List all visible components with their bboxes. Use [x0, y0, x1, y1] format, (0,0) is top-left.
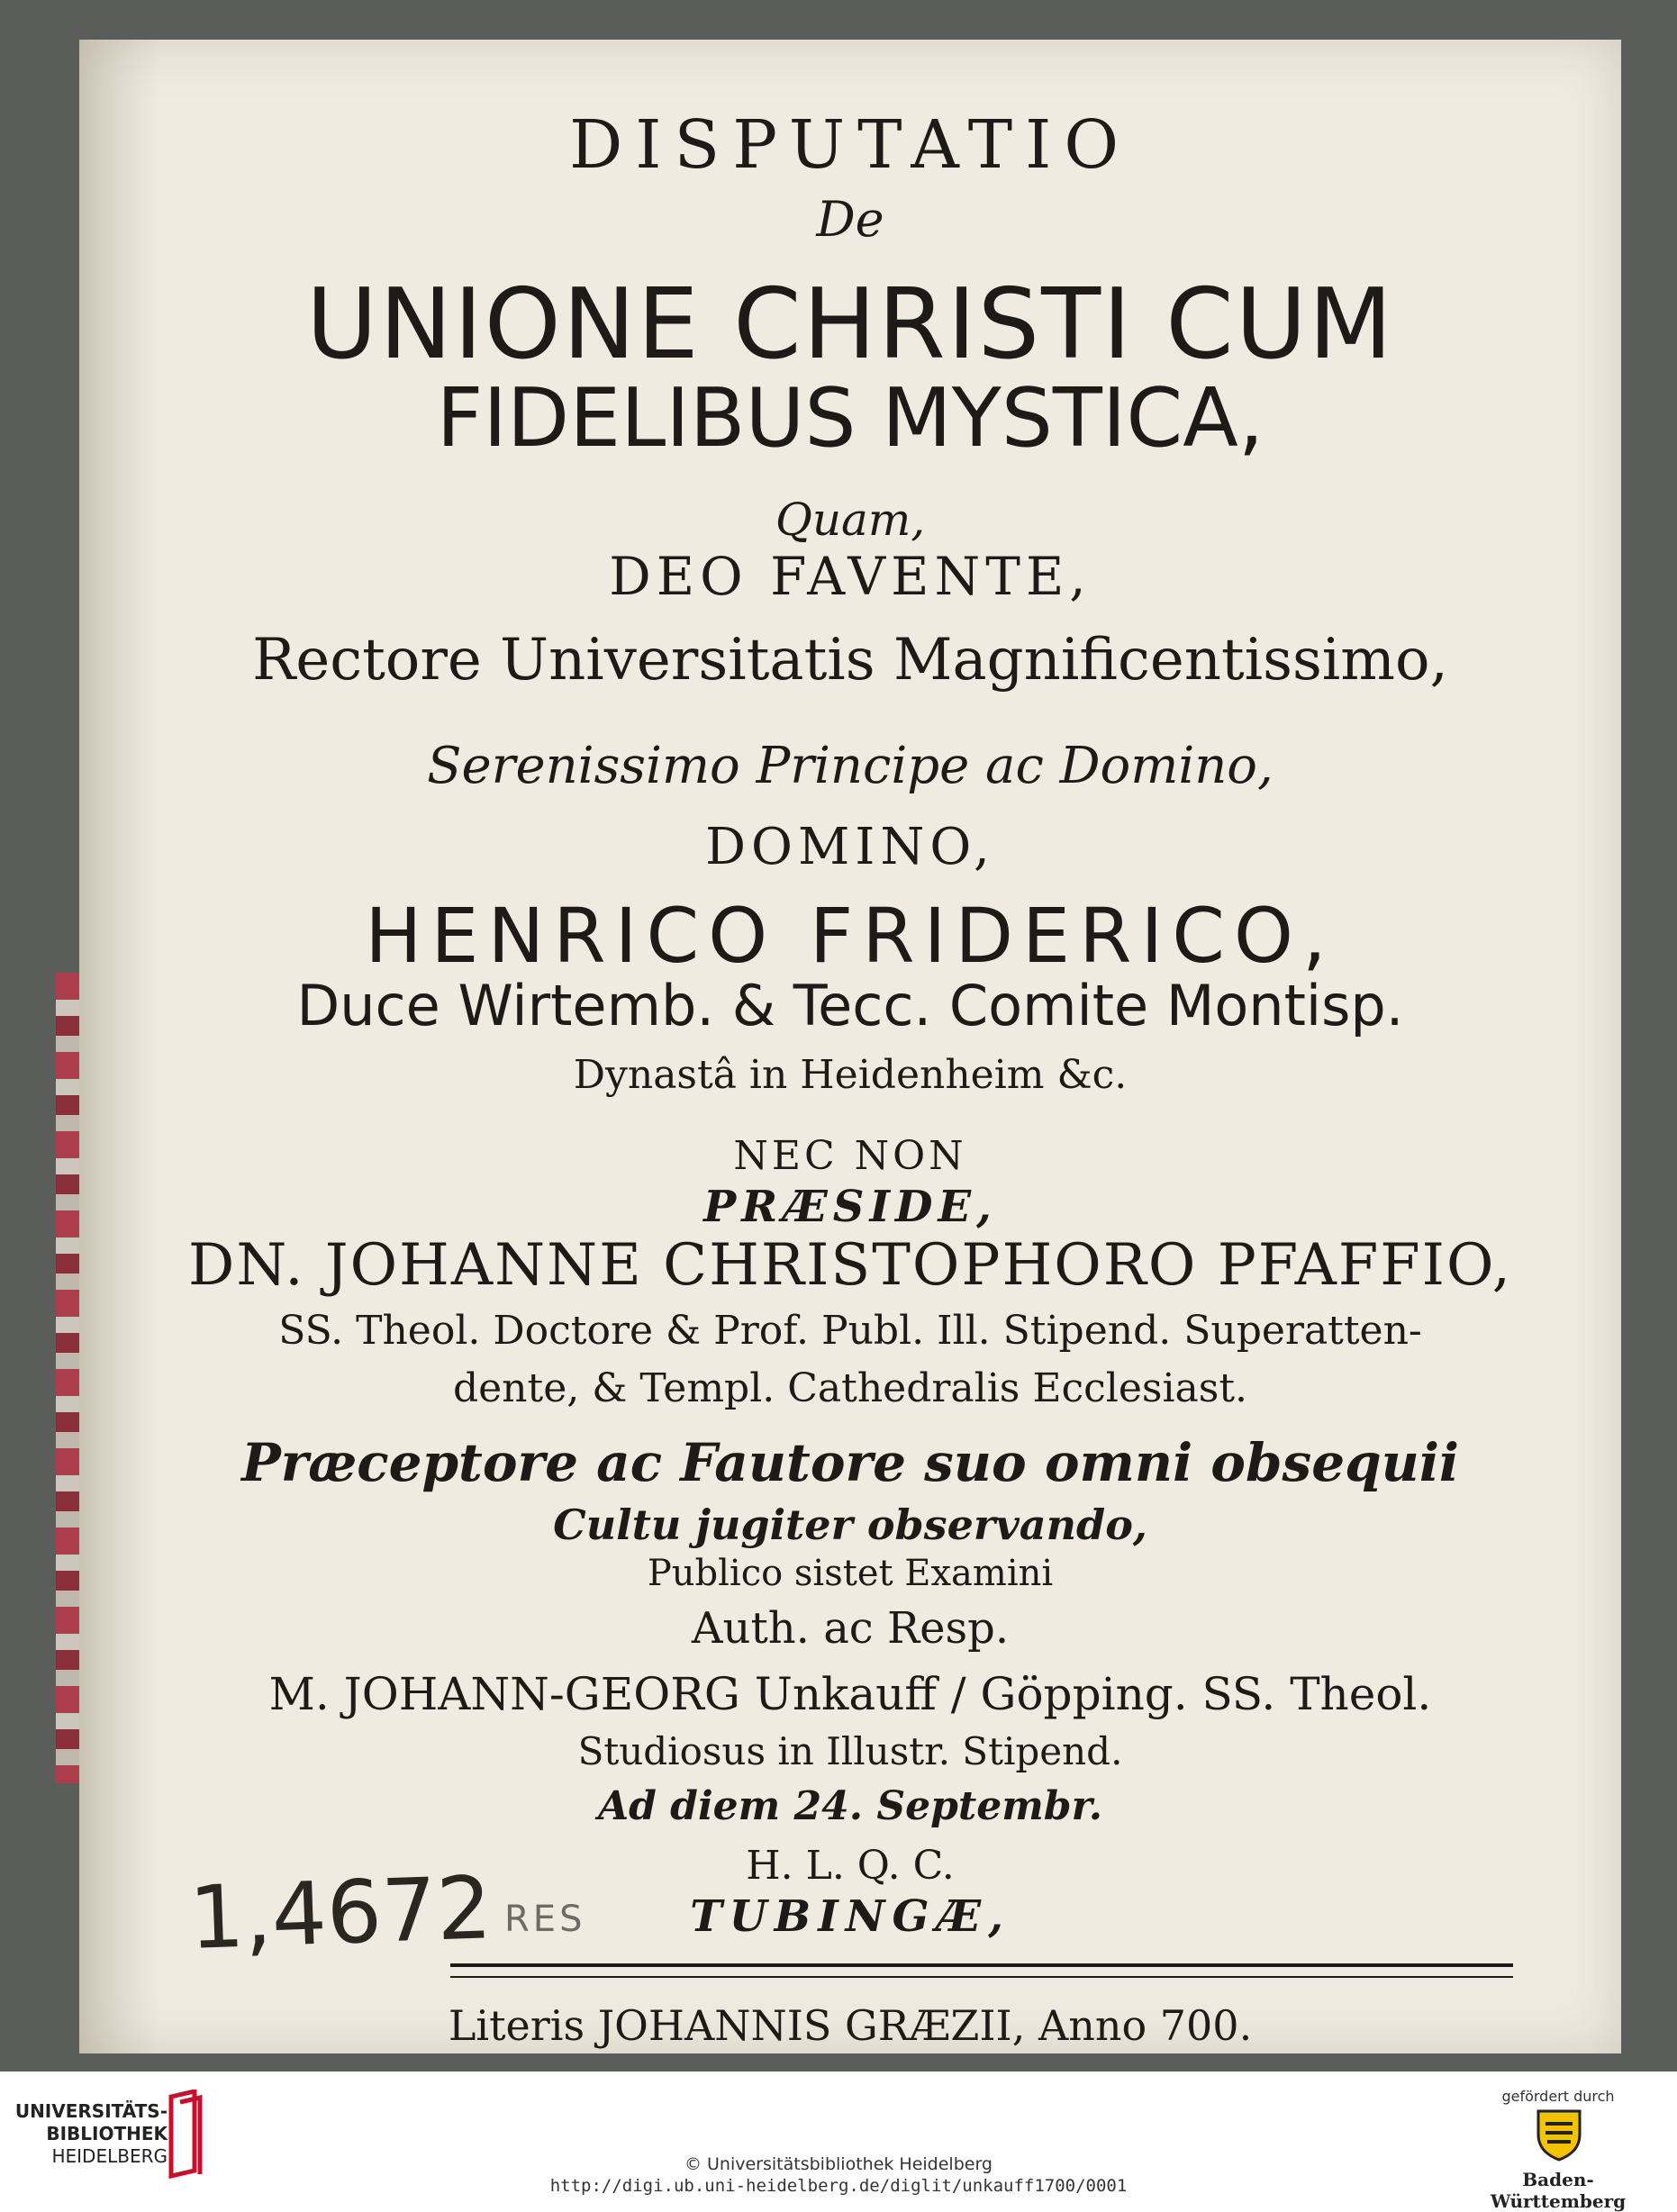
heading-de: De [816, 191, 884, 248]
funder-name: Baden-Württemberg [1490, 2169, 1627, 2212]
permalink-url[interactable]: http://digi.ub.uni-heidelberg.de/diglit/unkauff1700/0001 [549, 2176, 1128, 2196]
library-name-line-2: BIBLIOTHEK [46, 2123, 168, 2144]
text-henrico-friderico: HENRICO FRIDERICO, [365, 892, 1336, 980]
text-rectore: Rectore Universitatis Magnificentissimo, [252, 627, 1448, 694]
text-duce: Duce Wirtemb. & Tecc. Comite Montisp. [296, 973, 1404, 1038]
handwritten-shelfmark: 1,4672 [187, 1857, 494, 1969]
library-name-line-3: HEIDELBERG [51, 2145, 168, 2167]
title-line-2: FIDELIBUS MYSTICA, [436, 371, 1265, 466]
handwritten-res: RES [504, 1899, 586, 1940]
text-dn-johanne: DN. JOHANNE CHRISTOPHORO PFAFFIO, [188, 1232, 1512, 1299]
text-tubingae: TUBINGÆ, [690, 1891, 1011, 1942]
divider-rule [450, 1963, 1513, 1978]
text-publico: Publico sistet Examini [647, 1553, 1054, 1594]
text-johann-georg: M. JOHANN-GEORG Unkauff / Göpping. SS. Theol. [268, 1668, 1432, 1720]
library-name-line-1: UNIVERSITÄTS- [14, 2100, 168, 2122]
copyright-text: © Universitätsbibliothek Heidelberg [684, 2154, 993, 2174]
text-nec-non: NEC NON [733, 1133, 967, 1179]
text-auth: Auth. ac Resp. [691, 1603, 1010, 1654]
heading-disputatio: DISPUTATIO [568, 106, 1132, 184]
text-dente: dente, & Templ. Cathedralis Ecclesiast. [452, 1365, 1248, 1411]
text-imprint: Literis JOHANNIS GRÆZII, Anno 700. [448, 2001, 1253, 2050]
text-domino: DOMINO, [705, 818, 995, 876]
text-ss-theol: SS. Theol. Doctore & Prof. Publ. Ill. Stipend. Superatten- [278, 1308, 1422, 1354]
funded-by-label: gefördert durch [1501, 2088, 1615, 2105]
crest-icon [1535, 2108, 1583, 2162]
text-dynasta: Dynastâ in Heidenheim &c. [573, 1052, 1128, 1098]
title-line-1: UNIONE CHRISTI CUM [306, 268, 1394, 381]
text-praeside: PRÆSIDE, [703, 1182, 997, 1232]
text-serenissimo: Serenissimo Principe ac Domino, [427, 737, 1274, 795]
text-studiosus: Studiosus in Illustr. Stipend. [577, 1729, 1123, 1773]
text-deo-favente: DEO FAVENTE, [609, 546, 1092, 607]
text-hlqc: H. L. Q. C. [746, 1843, 955, 1889]
text-cultu: Cultu jugiter observando, [553, 1500, 1147, 1549]
text-praeceptore: Præceptore ac Fautore suo omni obsequii [241, 1432, 1459, 1493]
text-quam: Quam, [775, 494, 926, 546]
text-ad-diem: Ad diem 24. Septembr. [597, 1783, 1103, 1829]
